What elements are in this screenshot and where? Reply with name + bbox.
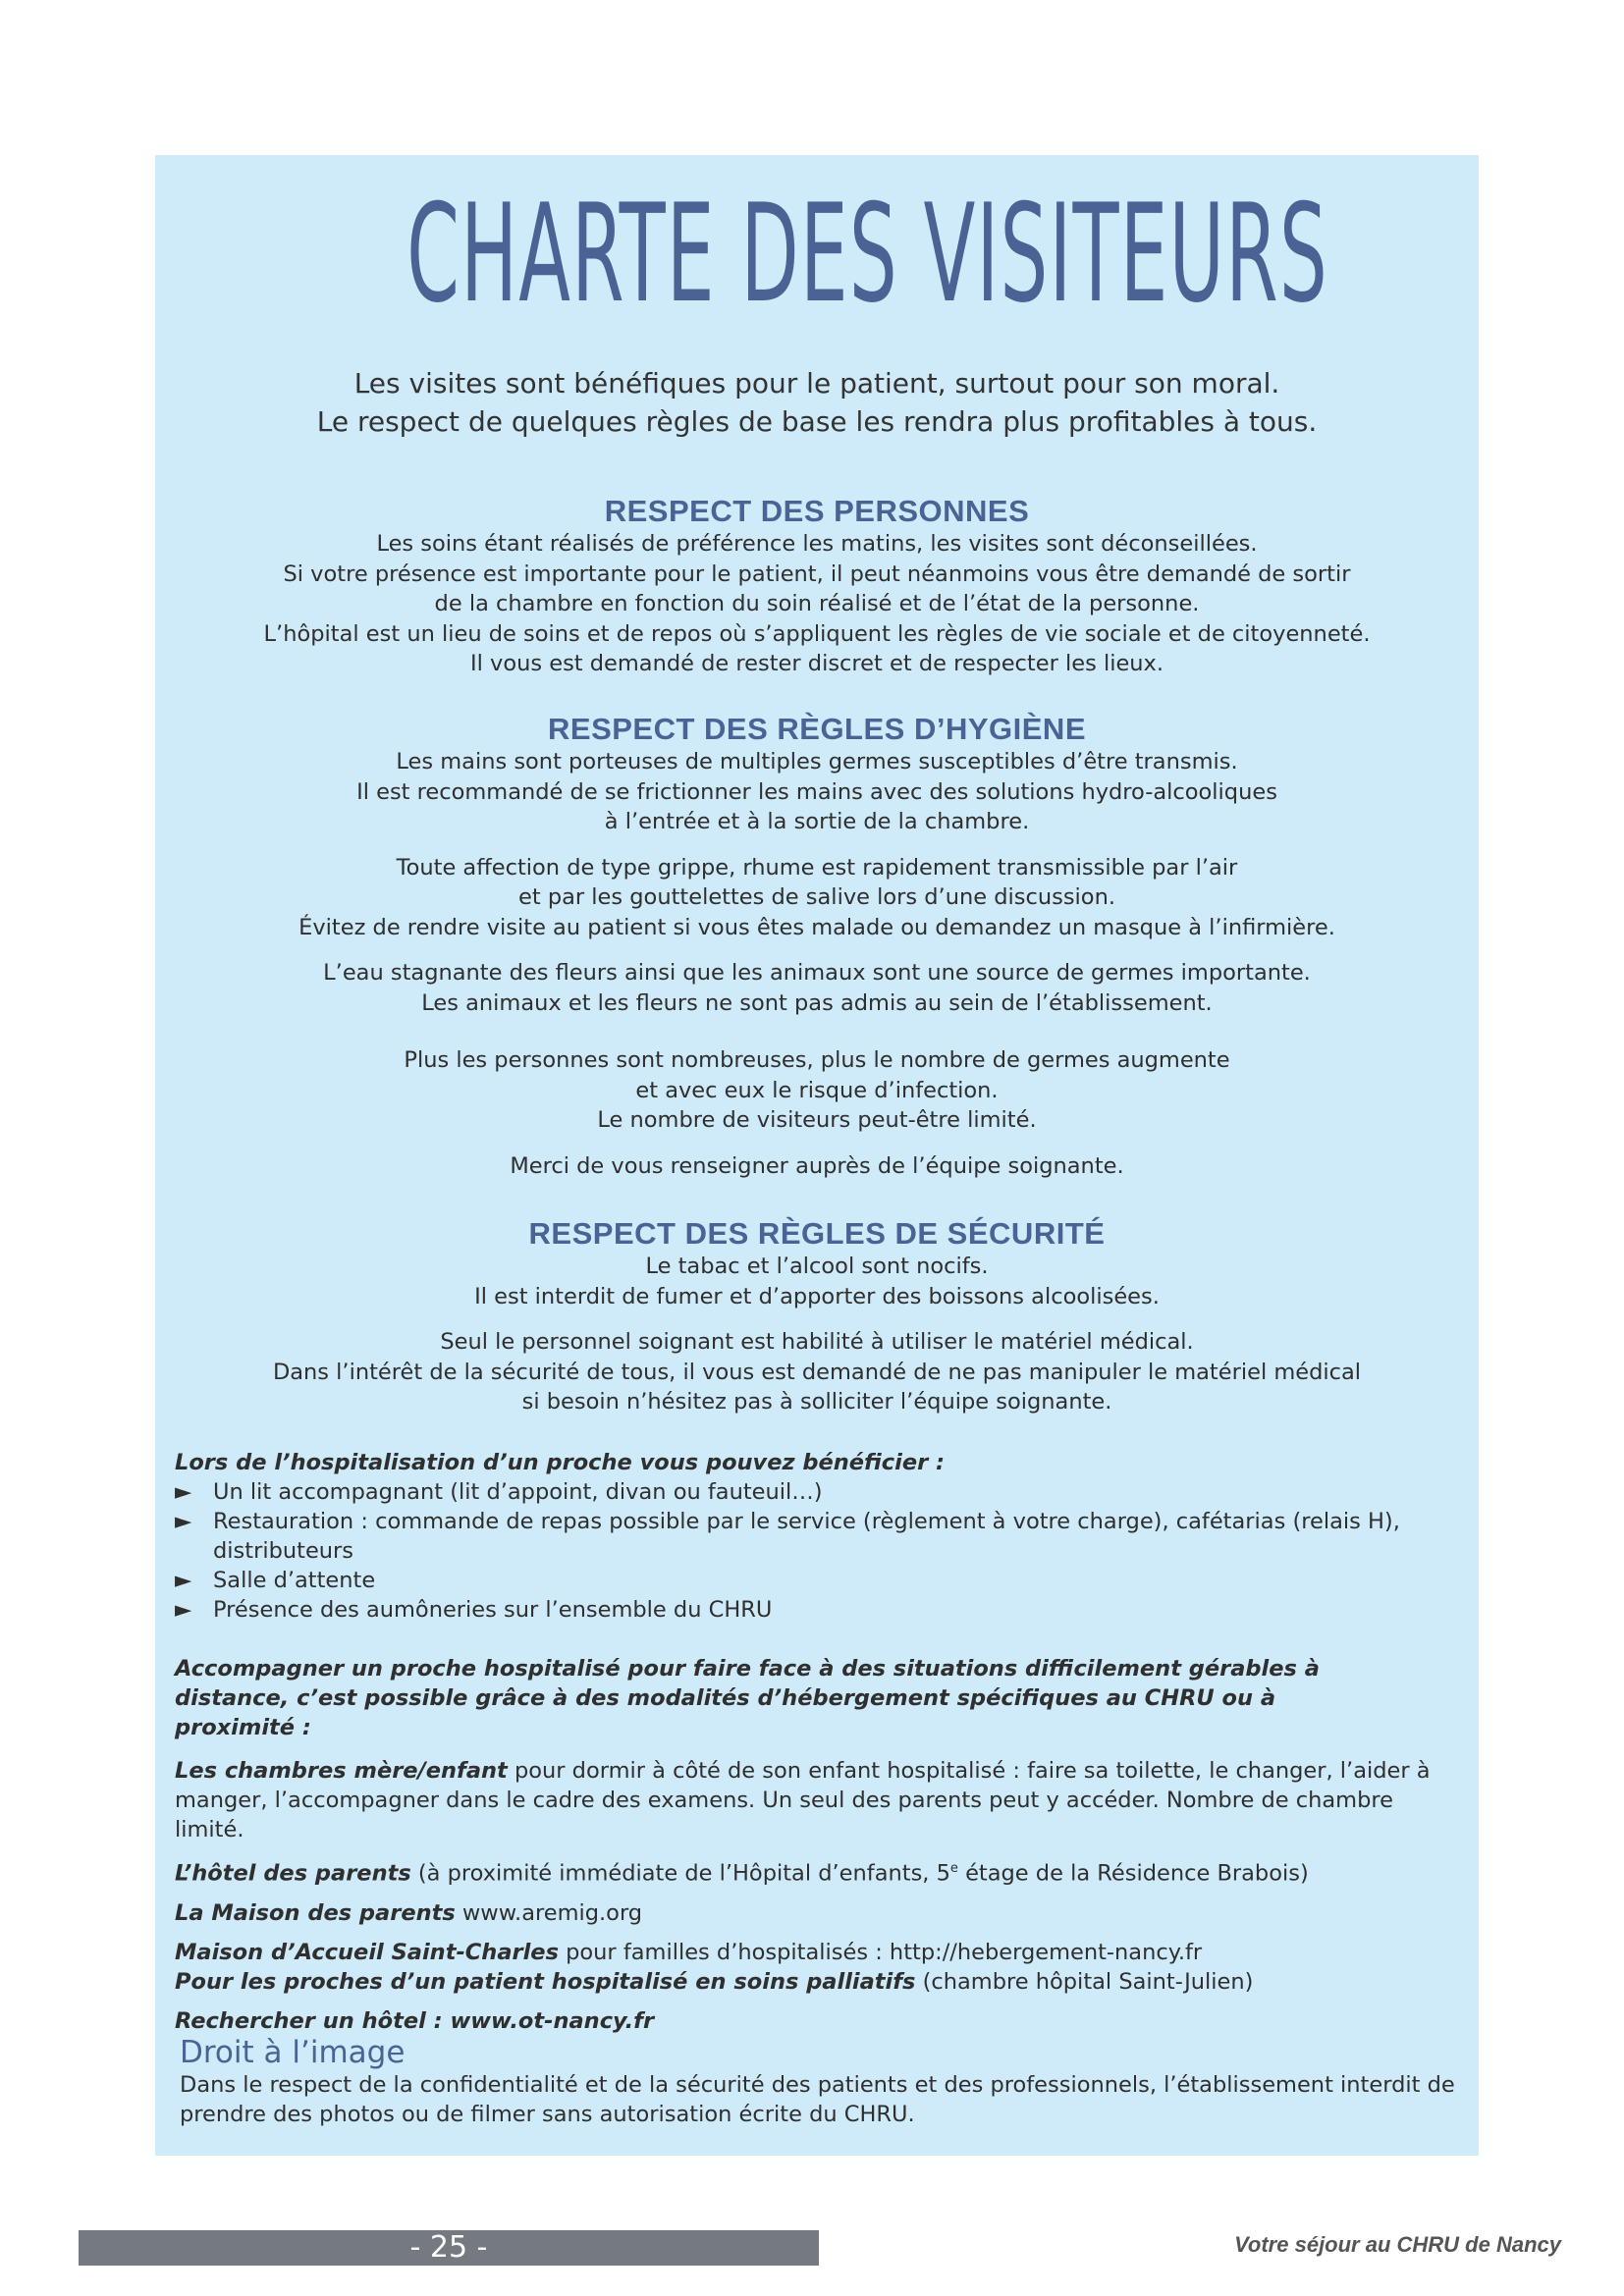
benefits-heading: Lors de l’hospitalisation d’un proche vous pouvez bénéficier : bbox=[175, 1450, 946, 1475]
line: Toute affection de type grippe, rhume est rapidement transmissible par l’air bbox=[396, 854, 1238, 881]
intro-line: Les visites sont bénéfiques pour le patient, surtout pour son moral. bbox=[353, 367, 1280, 400]
line: Il est recommandé de se frictionner les mains avec des solutions hydro-alcooliques bbox=[356, 778, 1277, 805]
line: Si votre présence est importante pour le patient, il peut néanmoins vous être demandé de sortir bbox=[283, 561, 1351, 587]
list-item bbox=[175, 1477, 1461, 1507]
droit-image-title: Droit à l’image bbox=[180, 2035, 406, 2070]
footer-caption: Votre séjour au CHRU de Nancy bbox=[1234, 2232, 1561, 2257]
arrow-right-icon: ► bbox=[175, 1509, 192, 1534]
line: Les soins étant réalisés de préférence les matins, les visites sont déconseillées. bbox=[376, 531, 1258, 557]
item-text: (chambre hôpital Saint-Julien) bbox=[915, 1968, 1254, 1995]
line: Il vous est demandé de rester discret et de respecter les lieux. bbox=[469, 651, 1164, 676]
line: L’hôpital est un lieu de soins et de repos où s’appliquent les règles de vie sociale et de citoyenneté. bbox=[263, 620, 1371, 647]
line: L’eau stagnante des fleurs ainsi que les animaux sont une source de germes importante. bbox=[323, 960, 1311, 986]
accommodation-item bbox=[175, 1938, 1461, 1967]
accommodation-item bbox=[175, 1967, 1461, 1997]
item-label: Pour les proches d’un patient hospitalisé en soins palliatifs bbox=[175, 1968, 916, 1995]
line: Les animaux et les fleurs ne sont pas admis au sein de l’établissement. bbox=[421, 989, 1213, 1016]
page-number: - 25 - bbox=[409, 2230, 488, 2265]
line: Merci de vous renseigner auprès de l’équipe soignante. bbox=[510, 1152, 1124, 1179]
item-text: pour familles d’hospitalisés : http://hebergement-nancy.fr bbox=[558, 1939, 1203, 1965]
line: Le tabac et l’alcool sont nocifs. bbox=[645, 1254, 989, 1279]
paragraph bbox=[155, 853, 1479, 943]
benefits-block bbox=[175, 1448, 1461, 1625]
item-label: Maison d’Accueil Saint-Charles bbox=[175, 1939, 559, 1965]
accommodation-item bbox=[175, 1756, 1461, 1844]
item-text: www.aremig.org bbox=[455, 1899, 643, 1926]
item-label: La Maison des parents bbox=[175, 1899, 456, 1926]
accommodation-block bbox=[175, 1654, 1461, 2036]
droit-image-text: Dans le respect de la confidentialité et de la sécurité des patients et des professionnels, l’établissement interdit de prendre des photos ou de filmer sans autorisation écrite du CHRU. bbox=[180, 2072, 1455, 2127]
line: Plus les personnes sont nombreuses, plus le nombre de germes augmente bbox=[404, 1047, 1230, 1073]
section-personnes bbox=[155, 494, 1479, 679]
line: Les mains sont porteuses de multiples germes susceptibles d’être transmis. bbox=[396, 749, 1238, 774]
section-title: RESPECT DES PERSONNES bbox=[604, 494, 1030, 528]
accommodation-item bbox=[175, 1854, 1461, 1889]
list-item-text: Salle d’attente bbox=[213, 1568, 376, 1593]
list-item-text: Présence des aumôneries sur l’ensemble du CHRU bbox=[213, 1597, 773, 1623]
line: Évitez de rendre visite au patient si vous êtes malade ou demandez un masque à l’infirmière. bbox=[298, 914, 1335, 940]
paragraph bbox=[155, 747, 1479, 837]
line: Dans l’intérêt de la sécurité de tous, il vous est demandé de ne pas manipuler le matériel médical bbox=[272, 1359, 1362, 1385]
list-item bbox=[175, 1566, 1461, 1595]
line: et par les gouttelettes de salive lors d’une discussion. bbox=[518, 884, 1115, 910]
list-item bbox=[175, 1595, 1461, 1625]
paragraph bbox=[155, 529, 1479, 679]
item-label: Les chambres mère/enfant bbox=[175, 1758, 508, 1784]
line: Seul le personnel soignant est habilité à utiliser le matériel médical. bbox=[440, 1329, 1194, 1355]
paragraph bbox=[155, 1252, 1479, 1311]
line: si besoin n’hésitez pas à solliciter l’équipe soignante. bbox=[521, 1389, 1112, 1415]
line: et avec eux le risque d’infection. bbox=[635, 1077, 999, 1103]
intro-text bbox=[155, 364, 1479, 441]
footer-page-bar bbox=[79, 2230, 819, 2266]
section-title: RESPECT DES RÈGLES DE SÉCURITÉ bbox=[528, 1216, 1106, 1251]
list-item-text: Un lit accompagnant (lit d’appoint, divan ou fauteuil…) bbox=[213, 1479, 823, 1505]
line: de la chambre en fonction du soin réalisé et de l’état de la personne. bbox=[434, 591, 1200, 616]
arrow-right-icon: ► bbox=[175, 1568, 192, 1593]
line: Il est interdit de fumer et d’apporter des boissons alcoolisées. bbox=[474, 1283, 1160, 1309]
paragraph bbox=[155, 958, 1479, 1018]
intro-line: Le respect de quelques règles de base les rendra plus profitables à tous. bbox=[316, 405, 1318, 438]
paragraph bbox=[155, 1045, 1479, 1136]
page-title: CHARTE DES VISITEURS bbox=[406, 175, 1329, 333]
line: à l’entrée et à la sortie de la chambre. bbox=[604, 809, 1030, 834]
list-item-text: Restauration : commande de repas possible par le service (règlement à votre charge), cafétarias (relais H), distributeurs bbox=[213, 1509, 1400, 1564]
line: Le nombre de visiteurs peut-être limité. bbox=[597, 1107, 1037, 1133]
item-text: (à proximité immédiate de l’Hôpital d’enfants, 5 bbox=[410, 1860, 950, 1887]
section-title: RESPECT DES RÈGLES D’HYGIÈNE bbox=[548, 712, 1086, 746]
accommodation-heading: Accompagner un proche hospitalisé pour faire face à des situations difficilement gérables à distance, c’est possible grâce à des modalités d’hébergement spécifiques au CHRU ou à proximité : bbox=[175, 1656, 1320, 1740]
accommodation-item bbox=[175, 2006, 1461, 2036]
accommodation-item bbox=[175, 1898, 1461, 1928]
charter-panel bbox=[155, 155, 1479, 2156]
arrow-right-icon: ► bbox=[175, 1479, 192, 1505]
list-item bbox=[175, 1507, 1461, 1566]
item-label: L’hôtel des parents bbox=[175, 1860, 411, 1887]
item-sup: e bbox=[949, 1861, 958, 1876]
item-label: Rechercher un hôtel : www.ot-nancy.fr bbox=[175, 2007, 655, 2034]
arrow-right-icon: ► bbox=[175, 1597, 192, 1623]
paragraph bbox=[155, 1151, 1479, 1182]
section-hygiene bbox=[155, 712, 1479, 1181]
item-text: étage de la Résidence Brabois) bbox=[957, 1860, 1309, 1887]
item-text: pour dormir à côté de son enfant hospitalisé : faire sa toilette, le changer, l’aider à manger, l’accompagner dans le cadre des examens. Un seul des parents peut y accéder. Nombre de chambre limité. bbox=[175, 1758, 1431, 1842]
section-securite bbox=[155, 1216, 1479, 1417]
paragraph bbox=[155, 1327, 1479, 1417]
